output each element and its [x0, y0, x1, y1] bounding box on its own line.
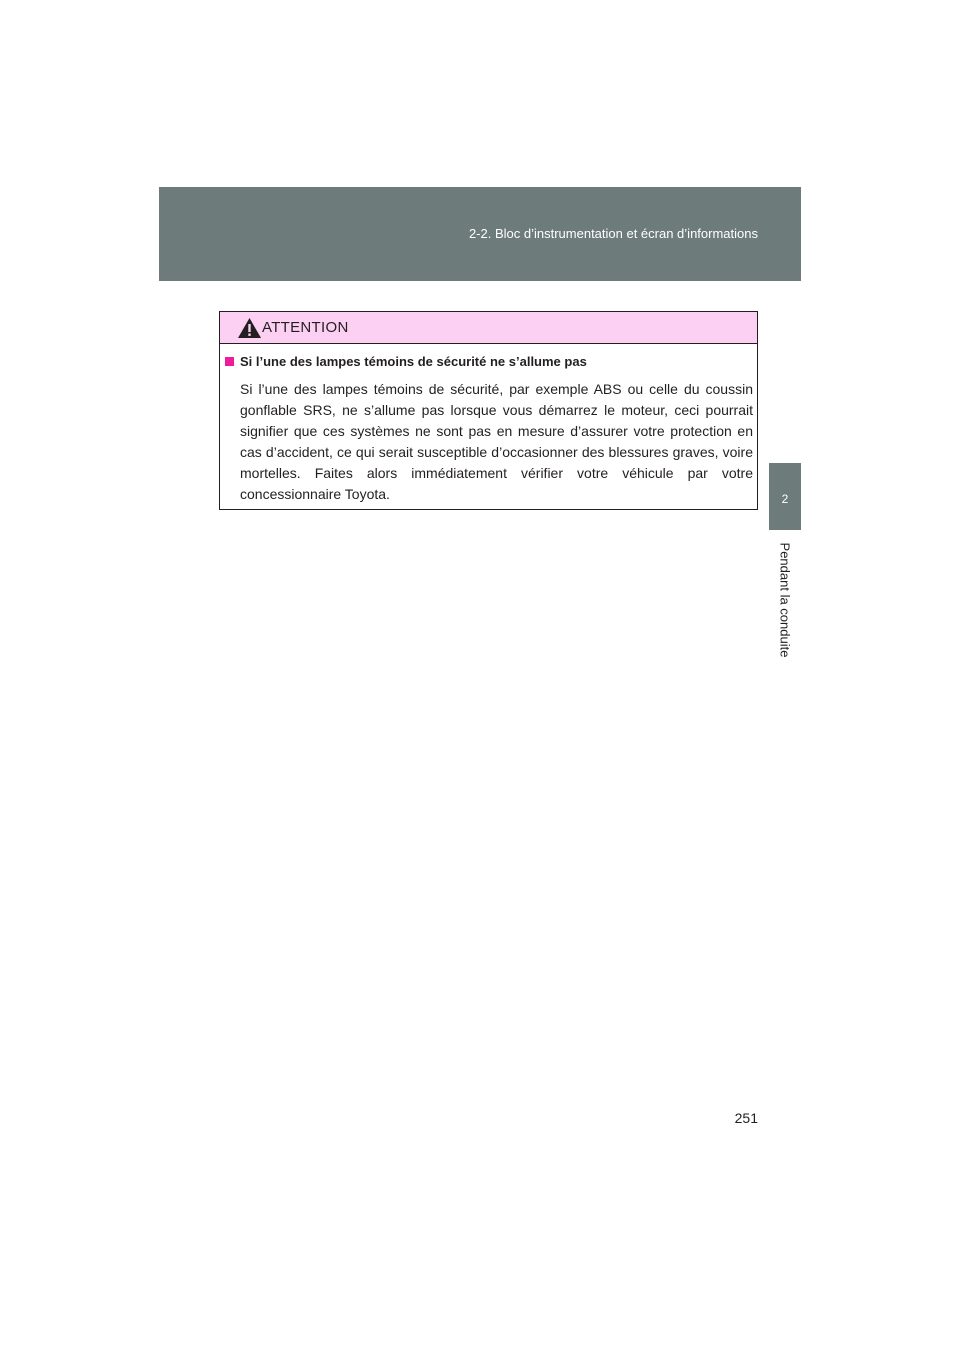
caution-box	[219, 311, 758, 510]
warning-triangle-icon	[237, 317, 262, 339]
chapter-tab	[769, 463, 801, 530]
chapter-label: Pendant la conduite	[777, 542, 793, 658]
item-body: Si l’une des lampes témoins de sécurité, par exemple ABS ou celle du coussin gonflable SRS, ne s’allume pas lorsque vous démarrez le moteur, ceci pourrait signifier que ces systèmes ne sont pas en mesure d’assurer votre protection en cas d’accident, ce qui serait susceptible d’occasionner des blessures graves, voire mortelles. Faites alors immédiatement vérifier votre véhicule par votre concessionnaire Toyota.	[240, 381, 753, 502]
caution-title: ATTENTION	[262, 319, 349, 336]
square-bullet-icon	[225, 357, 234, 366]
chapter-number: 2	[781, 492, 789, 506]
page-number: 251	[734, 1110, 758, 1126]
caution-header	[220, 312, 757, 344]
section-title: 2-2. Bloc d’instrumentation et écran d’informations	[468, 226, 758, 241]
item-heading	[225, 354, 587, 369]
header-band	[159, 187, 801, 281]
item-heading-text: Si l’une des lampes témoins de sécurité ne s’allume pas	[240, 354, 587, 369]
